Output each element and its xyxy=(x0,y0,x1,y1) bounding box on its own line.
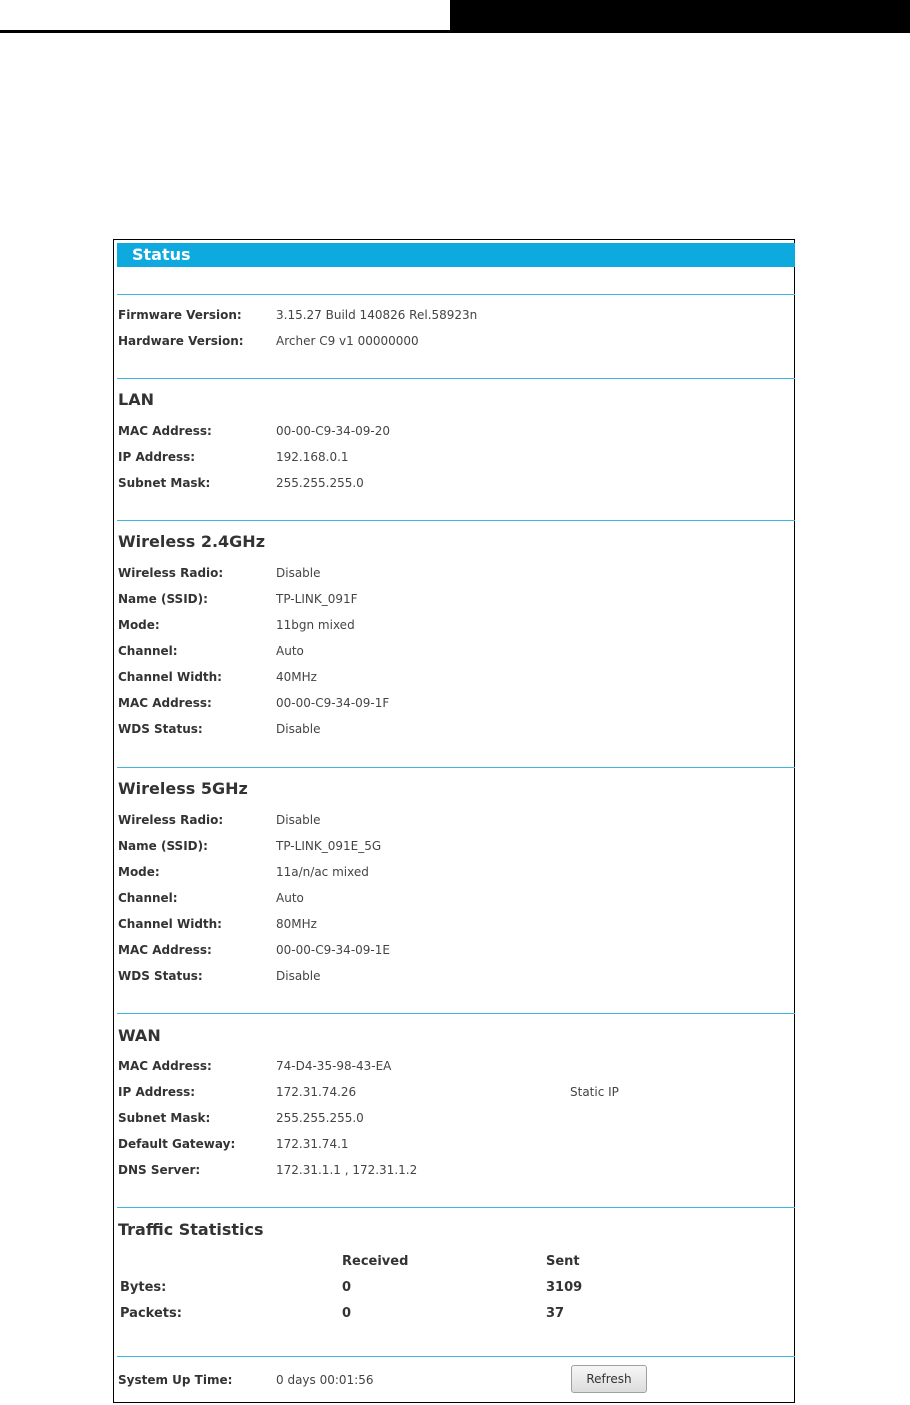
divider xyxy=(117,378,795,379)
header-black-bar xyxy=(450,0,910,33)
wireless24-value: 11bgn mixed xyxy=(276,618,355,632)
wireless24-label: Wireless Radio: xyxy=(118,566,224,580)
traffic-received-value: 0 xyxy=(342,1280,352,1295)
wireless5-label: Wireless Radio: xyxy=(118,813,224,827)
wireless5-title: Wireless 5GHz xyxy=(118,779,248,798)
wan-label: Subnet Mask: xyxy=(118,1111,211,1125)
traffic-sent-value: 37 xyxy=(546,1306,565,1321)
panel-title: Status xyxy=(117,243,795,267)
lan-ip-label: IP Address: xyxy=(118,450,196,464)
divider xyxy=(117,1207,795,1208)
lan-mask-label: Subnet Mask: xyxy=(118,476,211,490)
wireless5-label: Channel Width: xyxy=(118,917,222,931)
wan-label: DNS Server: xyxy=(118,1163,201,1177)
divider xyxy=(117,767,795,768)
header-left-area xyxy=(0,0,450,30)
wireless5-label: MAC Address: xyxy=(118,943,212,957)
firmware-label: Firmware Version: xyxy=(118,308,242,322)
traffic-sent-value: 3109 xyxy=(546,1280,583,1295)
wireless5-value: 11a/n/ac mixed xyxy=(276,865,369,879)
wan-title: WAN xyxy=(118,1026,161,1045)
wireless24-label: MAC Address: xyxy=(118,696,212,710)
traffic-sent-header: Sent xyxy=(546,1254,580,1269)
wan-label: IP Address: xyxy=(118,1085,196,1099)
wireless24-label: Channel Width: xyxy=(118,670,222,684)
wan-label: Default Gateway: xyxy=(118,1137,236,1151)
wireless24-value: Disable xyxy=(276,566,321,580)
wireless5-label: Channel: xyxy=(118,891,178,905)
traffic-received-header: Received xyxy=(342,1254,409,1269)
wireless5-label: WDS Status: xyxy=(118,969,203,983)
wan-value: 255.255.255.0 xyxy=(276,1111,364,1125)
wireless5-label: Name (SSID): xyxy=(118,839,208,853)
wireless24-value: 00-00-C9-34-09-1F xyxy=(276,696,390,710)
header-rule xyxy=(0,30,450,33)
wan-label: MAC Address: xyxy=(118,1059,212,1073)
wireless24-value: Disable xyxy=(276,722,321,736)
wireless5-label: Mode: xyxy=(118,865,160,879)
wan-value: 74-D4-35-98-43-EA xyxy=(276,1059,392,1073)
wireless24-label: Name (SSID): xyxy=(118,592,208,606)
wireless5-value: Disable xyxy=(276,969,321,983)
wireless24-value: Auto xyxy=(276,644,304,658)
wireless5-value: Auto xyxy=(276,891,304,905)
wireless5-value: Disable xyxy=(276,813,321,827)
wireless24-label: WDS Status: xyxy=(118,722,203,736)
lan-mask-value: 255.255.255.0 xyxy=(276,476,364,490)
divider xyxy=(117,294,795,295)
traffic-received-value: 0 xyxy=(342,1306,352,1321)
divider xyxy=(117,1356,795,1357)
wireless24-value: TP-LINK_091F xyxy=(276,592,358,606)
lan-mac-label: MAC Address: xyxy=(118,424,212,438)
divider xyxy=(117,520,795,521)
status-panel xyxy=(113,239,795,1403)
lan-title: LAN xyxy=(118,390,154,409)
uptime-label: System Up Time: xyxy=(118,1373,233,1387)
traffic-row-label: Bytes: xyxy=(120,1280,167,1295)
firmware-value: 3.15.27 Build 140826 Rel.58923n xyxy=(276,308,478,322)
traffic-title: Traffic Statistics xyxy=(118,1220,264,1239)
traffic-row-label: Packets: xyxy=(120,1306,182,1321)
wan-value: 172.31.1.1 , 172.31.1.2 xyxy=(276,1163,418,1177)
uptime-value: 0 days 00:01:56 xyxy=(276,1373,374,1387)
divider xyxy=(117,1013,795,1014)
wireless24-title: Wireless 2.4GHz xyxy=(118,532,266,551)
wan-value: 172.31.74.26 xyxy=(276,1085,357,1099)
wireless5-value: 00-00-C9-34-09-1E xyxy=(276,943,390,957)
wireless5-value: 80MHz xyxy=(276,917,317,931)
hardware-label: Hardware Version: xyxy=(118,334,244,348)
lan-ip-value: 192.168.0.1 xyxy=(276,450,349,464)
wan-connection-type: Static IP xyxy=(570,1085,619,1099)
lan-mac-value: 00-00-C9-34-09-20 xyxy=(276,424,391,438)
wireless5-value: TP-LINK_091E_5G xyxy=(276,839,382,853)
wireless24-value: 40MHz xyxy=(276,670,317,684)
wan-value: 172.31.74.1 xyxy=(276,1137,349,1151)
wireless24-label: Mode: xyxy=(118,618,160,632)
refresh-button[interactable]: Refresh xyxy=(571,1365,647,1393)
hardware-value: Archer C9 v1 00000000 xyxy=(276,334,419,348)
wireless24-label: Channel: xyxy=(118,644,178,658)
